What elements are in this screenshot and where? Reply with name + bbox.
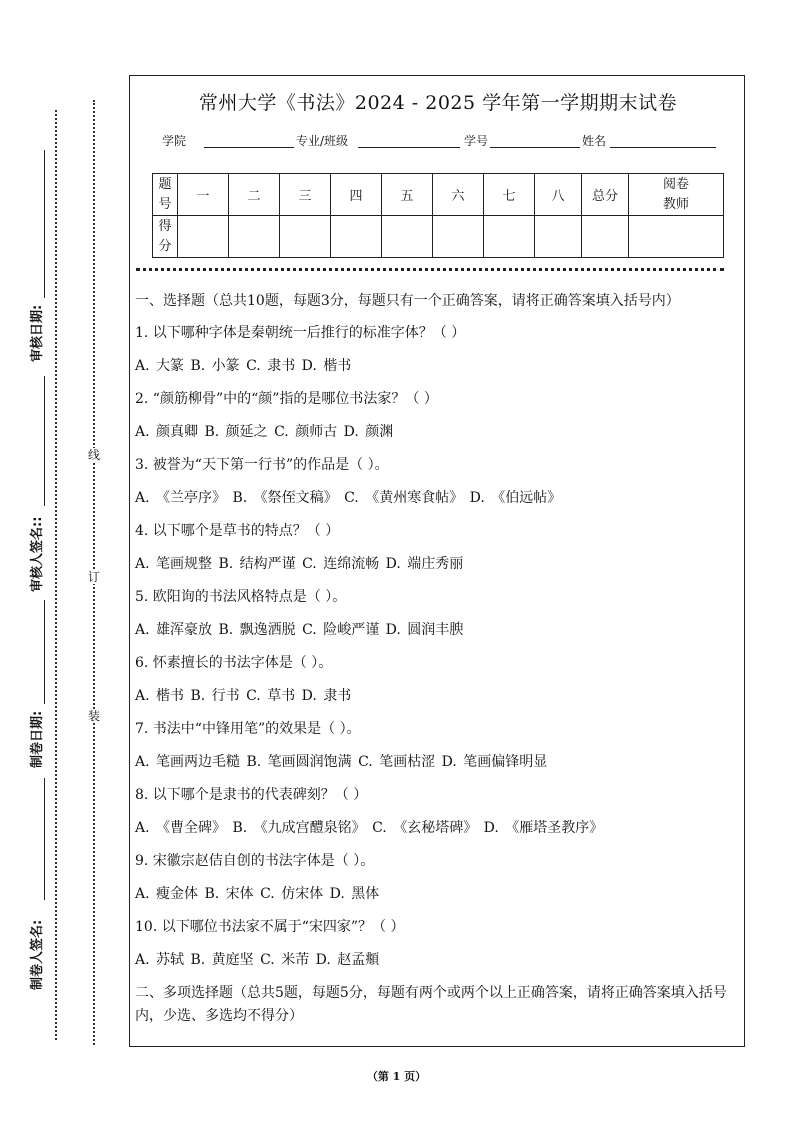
review-date-line <box>44 150 45 298</box>
paper-date-line <box>44 600 45 704</box>
question-text: 3. 被誉为“天下第一行书”的作品是（ ）。 <box>135 457 389 473</box>
score-table <box>152 173 724 258</box>
question-text: 7. 书法中“中锋用笔”的效果是（ ）。 <box>135 721 361 737</box>
exam-content <box>135 290 741 1037</box>
paper-maker-signature-line <box>44 778 45 900</box>
score-cell[interactable] <box>229 216 280 258</box>
total-score-header: 总分 <box>582 174 629 216</box>
section-1-heading: 一、选择题（总共10题，每题3分，每题只有一个正确答案，请将正确答案填入括号内） <box>135 293 680 309</box>
section-8-header: 八 <box>535 174 582 216</box>
exam-frame <box>129 75 745 1047</box>
binding-char-line: 线 <box>87 448 100 462</box>
binding-char-staple: 订 <box>87 570 100 584</box>
question-text: 8. 以下哪个是隶书的代表碑刻？（ ） <box>135 787 368 803</box>
question-options: A. 笔画两边毛糙 B. 笔画圆润饱满 C. 笔画枯涩 D. 笔画偏锋明显 <box>135 754 548 770</box>
section-6-header: 六 <box>433 174 484 216</box>
score-cell[interactable] <box>331 216 382 258</box>
question-text: 9. 宋徽宗赵佶自创的书法字体是（ ）。 <box>135 853 375 869</box>
section-2-header: 二 <box>229 174 280 216</box>
score-table-score-row <box>153 216 724 258</box>
grader-cell[interactable] <box>629 216 724 258</box>
section-7-header: 七 <box>484 174 535 216</box>
score-cell[interactable] <box>382 216 433 258</box>
major-class-field[interactable] <box>358 147 460 148</box>
section-3-header: 三 <box>280 174 331 216</box>
paper-date-label: 制卷日期: <box>30 710 45 768</box>
score-cell[interactable] <box>178 216 229 258</box>
student-id-field[interactable] <box>490 147 580 148</box>
total-score-cell[interactable] <box>582 216 629 258</box>
college-label: 学院 <box>162 134 187 148</box>
question-options: A. 颜真卿 B. 颜延之 C. 颜师古 D. 颜渊 <box>135 424 394 440</box>
reviewer-signature-line <box>44 376 45 506</box>
question-text: 6. 怀素擅长的书法字体是（ ）。 <box>135 655 333 671</box>
section-1-header: 一 <box>178 174 229 216</box>
name-label: 姓名 <box>582 134 607 148</box>
question-text: 5. 欧阳询的书法风格特点是（ ）。 <box>135 589 347 605</box>
binding-margin <box>26 0 50 1122</box>
outer-dotted-line <box>55 110 57 1040</box>
question-options: A. 苏轼 B. 黄庭坚 C. 米芾 D. 赵孟頫 <box>135 952 380 968</box>
question-options: A. 瘦金体 B. 宋体 C. 仿宋体 D. 黑体 <box>135 886 380 902</box>
question-options: A. 笔画规整 B. 结构严谨 C. 连绵流畅 D. 端庄秀丽 <box>135 556 464 572</box>
question-text: 2. “颜筋柳骨”中的“颜”指的是哪位书法家？（ ） <box>135 391 438 407</box>
college-field[interactable] <box>204 147 294 148</box>
reviewer-signature-label: 审核人签名:: <box>30 516 45 592</box>
binding-char-bind: 装 <box>87 709 100 723</box>
question-options: A. 《兰亭序》 B. 《祭侄文稿》 C. 《黄州寒食帖》 D. 《伯远帖》 <box>135 490 562 506</box>
score-cell[interactable] <box>280 216 331 258</box>
question-number-header: 题号 <box>153 174 178 216</box>
grader-header: 阅卷教师 <box>629 174 724 216</box>
name-field[interactable] <box>610 147 716 148</box>
score-cell[interactable] <box>484 216 535 258</box>
exam-title: 常州大学《书法》2024 - 2025 学年第一学期期末试卷 <box>198 92 678 114</box>
student-id-label: 学号 <box>464 134 489 148</box>
section-4-header: 四 <box>331 174 382 216</box>
question-options: A. 《曹全碑》 B. 《九成宫醴泉铭》 C. 《玄秘塔碑》 D. 《雁塔圣教序》 <box>135 820 604 836</box>
question-options: A. 大篆 B. 小篆 C. 隶书 D. 楷书 <box>135 358 352 374</box>
question-text: 4. 以下哪个是草书的特点？（ ） <box>135 523 340 539</box>
score-cell[interactable] <box>535 216 582 258</box>
question-text: 1. 以下哪种字体是秦朝统一后推行的标准字体？（ ） <box>135 325 466 341</box>
major-class-label: 专业/班级 <box>296 134 349 148</box>
question-options: A. 楷书 B. 行书 C. 草书 D. 隶书 <box>135 688 352 704</box>
section-5-header: 五 <box>382 174 433 216</box>
page-number: （第 1 页） <box>366 1070 427 1083</box>
question-text: 10. 以下哪位书法家不属于“宋四家”？（ ） <box>135 919 405 935</box>
dotted-separator <box>136 268 724 271</box>
score-cell[interactable] <box>433 216 484 258</box>
section-2-heading: 二、多项选择题（总共5题，每题5分，每题有两个或两个以上正确答案，请将正确答案填入括号内，少选、多选均不得分） <box>135 985 727 1024</box>
paper-maker-signature-label: 制卷人签名: <box>30 919 45 990</box>
question-options: A. 雄浑豪放 B. 飘逸洒脱 C. 险峻严谨 D. 圆润丰腴 <box>135 622 464 638</box>
score-row-label: 得分 <box>153 216 178 258</box>
review-date-label: 审核日期: <box>30 304 45 362</box>
score-table-header-row <box>153 174 724 216</box>
